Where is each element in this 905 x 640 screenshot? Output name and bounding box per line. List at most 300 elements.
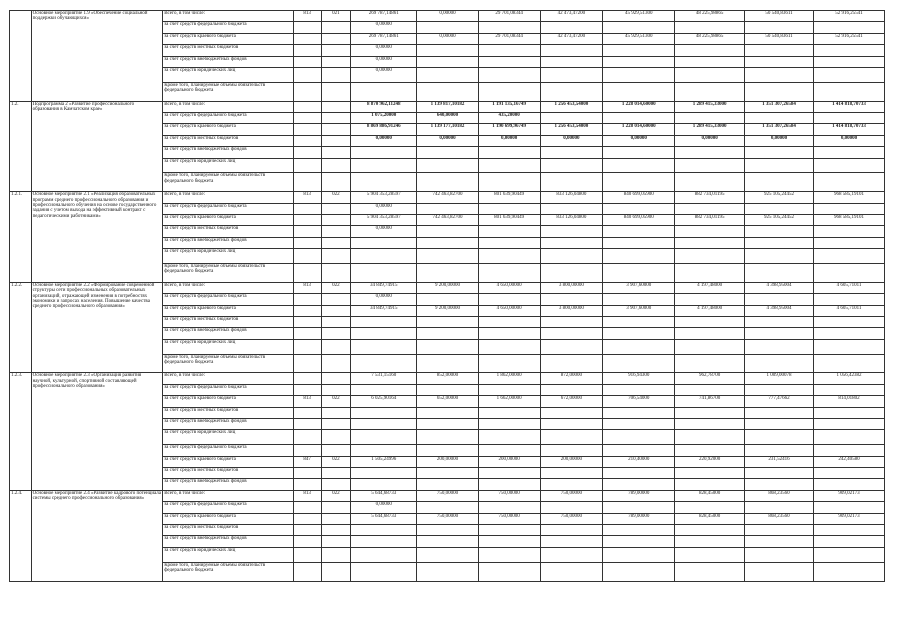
amount-year-3 (540, 536, 603, 547)
amount-year-4: 1 228 014,60000 (603, 101, 675, 112)
program-name: Основное мероприятие 2.4 «Развитие кадрового потенциала системы среднего профессионального образования» (31, 490, 163, 581)
amount-year-6: 1 351 307,26584 (745, 101, 814, 112)
amount-year-5 (675, 158, 745, 173)
amount-year-5 (675, 536, 745, 547)
amount-year-5 (675, 82, 745, 101)
amount-year-7 (813, 173, 884, 192)
amount-year-2: 1 190 699,96749 (478, 124, 540, 135)
grbs-code (293, 562, 321, 581)
amount-year-7 (813, 317, 884, 328)
amount-year-7 (813, 237, 884, 248)
amount-year-6 (745, 226, 814, 237)
section-code (321, 419, 351, 430)
funding-source-label: за счет средств федерального бюджета (163, 294, 294, 305)
amount-year-7 (813, 328, 884, 339)
amount-year-3 (540, 68, 603, 83)
amount-year-7 (813, 56, 884, 67)
amount-year-3 (540, 263, 603, 282)
section-code (321, 317, 351, 328)
grbs-code (293, 513, 321, 524)
amount-year-4: 3 907,60000 (603, 282, 675, 293)
grbs-code (293, 384, 321, 395)
amount-total: 5 644,68733 (351, 490, 417, 501)
amount-year-6 (745, 113, 814, 124)
amount-year-7 (813, 339, 884, 354)
amount-year-2 (478, 419, 540, 430)
amount-year-1 (417, 328, 479, 339)
amount-year-5 (675, 502, 745, 513)
amount-year-2: 801 639,90449 (478, 215, 540, 226)
funding-source-label: за счет средств краевого бюджета (163, 396, 294, 407)
row-number: 1.2. (10, 101, 32, 192)
amount-total (351, 419, 417, 430)
amount-year-1: 742 463,82700 (417, 192, 479, 203)
grbs-code: 847 (293, 456, 321, 467)
amount-year-3: 872,00000 (540, 373, 603, 384)
amount-year-3 (540, 467, 603, 478)
amount-total: 0,00000 (351, 68, 417, 83)
amount-year-7: 4 605,71011 (813, 305, 884, 316)
amount-year-2 (478, 294, 540, 305)
grbs-code (293, 82, 321, 101)
amount-year-4 (603, 384, 675, 395)
table-row (10, 11, 885, 22)
funding-source-label: за счет средств юридических лиц (163, 339, 294, 354)
amount-year-5: 741,86700 (675, 396, 745, 407)
amount-total (351, 547, 417, 562)
funding-source-label: за счет средств федерального бюджета (163, 113, 294, 124)
amount-year-3 (540, 445, 603, 456)
amount-year-1 (417, 263, 479, 282)
amount-year-2 (478, 82, 540, 101)
amount-year-4 (603, 263, 675, 282)
grbs-code (293, 430, 321, 445)
amount-year-1 (417, 173, 479, 192)
funding-source-label: Всего, в том числе: (163, 101, 294, 112)
amount-year-4 (603, 419, 675, 430)
funding-source-label: Кроме того, планируемые объемы обязательств федерального бюджета (163, 354, 294, 373)
amount-year-4 (603, 407, 675, 418)
amount-year-5: 4 197,48000 (675, 282, 745, 293)
grbs-code (293, 419, 321, 430)
amount-year-5 (675, 328, 745, 339)
amount-total (351, 536, 417, 547)
amount-year-6 (745, 158, 814, 173)
amount-year-7 (813, 502, 884, 513)
table-row (10, 192, 885, 203)
amount-year-3 (540, 430, 603, 445)
amount-year-3: 42 473,47200 (540, 33, 603, 44)
amount-year-3 (540, 82, 603, 101)
amount-year-3 (540, 173, 603, 192)
grbs-code (293, 203, 321, 214)
grbs-code (293, 226, 321, 237)
amount-year-3 (540, 158, 603, 173)
amount-year-2 (478, 249, 540, 264)
amount-year-2 (478, 525, 540, 536)
amount-year-3: 833 126,04800 (540, 192, 603, 203)
budget-table (9, 10, 885, 582)
amount-year-3: 3 800,00000 (540, 305, 603, 316)
funding-source-label: за счет средств краевого бюджета (163, 456, 294, 467)
amount-year-7 (813, 263, 884, 282)
amount-year-1 (417, 82, 479, 101)
grbs-code (293, 147, 321, 158)
amount-year-7 (813, 547, 884, 562)
amount-year-2 (478, 547, 540, 562)
amount-year-7: 909,02173 (813, 490, 884, 501)
amount-year-4: 45 929,51300 (603, 33, 675, 44)
amount-year-5: 4 197,48000 (675, 305, 745, 316)
amount-year-4 (603, 249, 675, 264)
amount-year-7 (813, 68, 884, 83)
funding-source-label: за счет средств краевого бюджета (163, 124, 294, 135)
grbs-code (293, 101, 321, 112)
funding-source-label: за счет средств федерального бюджета (163, 502, 294, 513)
amount-year-5 (675, 294, 745, 305)
amount-year-4 (603, 147, 675, 158)
funding-source-label: Всего, в том числе: (163, 282, 294, 293)
amount-total: 0,00000 (351, 22, 417, 33)
amount-year-5: 220,92000 (675, 456, 745, 467)
funding-source-label: Всего, в том числе: (163, 373, 294, 384)
amount-year-1: 200,00000 (417, 456, 479, 467)
amount-year-4 (603, 158, 675, 173)
grbs-code (293, 215, 321, 226)
amount-year-3 (540, 147, 603, 158)
amount-year-1 (417, 45, 479, 56)
funding-source-label: за счет средств внебюджетных фондов (163, 328, 294, 339)
amount-year-5 (675, 173, 745, 192)
amount-year-5 (675, 430, 745, 445)
amount-year-2 (478, 22, 540, 33)
amount-year-7 (813, 525, 884, 536)
amount-year-3 (540, 547, 603, 562)
grbs-code: 813 (293, 396, 321, 407)
funding-source-label: за счет средств местных бюджетов (163, 525, 294, 536)
amount-year-5 (675, 467, 745, 478)
section-code (321, 135, 351, 146)
section-code: 021 (321, 11, 351, 22)
amount-year-4 (603, 173, 675, 192)
amount-year-5: 1 289 415,33000 (675, 124, 745, 135)
amount-year-1 (417, 339, 479, 354)
funding-source-label: за счет средств федерального бюджета (163, 203, 294, 214)
amount-total (351, 339, 417, 354)
amount-year-5: 48 225,98865 (675, 33, 745, 44)
amount-year-6: 925 105,24452 (745, 192, 814, 203)
amount-year-4 (603, 203, 675, 214)
amount-total (351, 445, 417, 456)
row-number: 1.2.4. (10, 490, 32, 581)
amount-year-7: 909,02173 (813, 513, 884, 524)
amount-year-1 (417, 384, 479, 395)
grbs-code (293, 317, 321, 328)
amount-year-4 (603, 445, 675, 456)
amount-year-5: 882 734,01195 (675, 215, 745, 226)
amount-year-4: 210,40000 (603, 456, 675, 467)
amount-year-5 (675, 237, 745, 248)
amount-year-2: 750,00000 (478, 490, 540, 501)
amount-year-5 (675, 354, 745, 373)
amount-year-7 (813, 226, 884, 237)
amount-year-4: 3 907,60000 (603, 305, 675, 316)
amount-total: 0,00000 (351, 226, 417, 237)
section-code (321, 467, 351, 478)
amount-year-2 (478, 467, 540, 478)
grbs-code (293, 467, 321, 478)
section-code (321, 33, 351, 44)
amount-year-6: 868,23560 (745, 513, 814, 524)
section-code (321, 124, 351, 135)
amount-year-6 (745, 147, 814, 158)
amount-year-7 (813, 147, 884, 158)
amount-year-3 (540, 525, 603, 536)
amount-year-5 (675, 113, 745, 124)
amount-year-2 (478, 445, 540, 456)
amount-year-2 (478, 339, 540, 354)
amount-year-5 (675, 203, 745, 214)
amount-year-5: 828,45000 (675, 513, 745, 524)
amount-year-7 (813, 22, 884, 33)
amount-year-1 (417, 419, 479, 430)
amount-year-2 (478, 562, 540, 581)
table-row (10, 282, 885, 293)
amount-year-2 (478, 56, 540, 67)
section-code (321, 215, 351, 226)
amount-year-4 (603, 430, 675, 445)
amount-year-6: 777,47662 (745, 396, 814, 407)
amount-year-4: 840 699,05900 (603, 192, 675, 203)
funding-source-label: за счет средств краевого бюджета (163, 215, 294, 226)
grbs-code (293, 68, 321, 83)
amount-year-6 (745, 536, 814, 547)
amount-year-7 (813, 113, 884, 124)
grbs-code (293, 263, 321, 282)
amount-year-7 (813, 479, 884, 490)
funding-source-label: за счет средств внебюджетных фондов (163, 479, 294, 490)
amount-year-1 (417, 502, 479, 513)
amount-year-6 (745, 419, 814, 430)
amount-year-2: 1 862,00000 (478, 373, 540, 384)
amount-year-7 (813, 203, 884, 214)
amount-year-6 (745, 237, 814, 248)
amount-year-5 (675, 525, 745, 536)
amount-year-2 (478, 173, 540, 192)
program-name: Основное мероприятие 2.2 «Формирование современной структуры сети профессиональных образовательных организаций, отражающей изменения в потребностях экономики и запросах населения. Повышение качества среднего профессионального образования» (31, 282, 163, 373)
amount-total: 269 787,14861 (351, 11, 417, 22)
amount-year-5 (675, 407, 745, 418)
amount-year-6 (745, 22, 814, 33)
amount-year-6: 50 540,83611 (745, 11, 814, 22)
amount-total (351, 249, 417, 264)
amount-year-2: 801 639,90449 (478, 192, 540, 203)
amount-year-3 (540, 339, 603, 354)
grbs-code (293, 249, 321, 264)
amount-year-2 (478, 226, 540, 237)
grbs-code (293, 305, 321, 316)
funding-source-label: за счет средств федерального бюджета (163, 384, 294, 395)
section-code (321, 158, 351, 173)
amount-year-6: 4 398,95004 (745, 282, 814, 293)
amount-year-1 (417, 249, 479, 264)
amount-total (351, 525, 417, 536)
amount-year-6 (745, 467, 814, 478)
amount-year-5 (675, 445, 745, 456)
section-code (321, 479, 351, 490)
amount-year-3 (540, 479, 603, 490)
amount-year-5 (675, 263, 745, 282)
amount-total: 1 505,24996 (351, 456, 417, 467)
amount-year-7: 52 916,25541 (813, 33, 884, 44)
amount-total: 34 849,74915 (351, 282, 417, 293)
funding-source-label: за счет средств юридических лиц (163, 249, 294, 264)
amount-year-5 (675, 562, 745, 581)
amount-year-7 (813, 384, 884, 395)
amount-year-4 (603, 237, 675, 248)
grbs-code (293, 294, 321, 305)
amount-year-7 (813, 294, 884, 305)
amount-year-5: 1 289 415,33000 (675, 101, 745, 112)
grbs-code: 813 (293, 11, 321, 22)
funding-source-label: Кроме того, планируемые объемы обязательств федерального бюджета (163, 263, 294, 282)
amount-year-6 (745, 547, 814, 562)
amount-year-6: 231,52416 (745, 456, 814, 467)
funding-source-label: за счет средств местных бюджетов (163, 407, 294, 418)
amount-year-3 (540, 562, 603, 581)
amount-year-1 (417, 430, 479, 445)
amount-year-2 (478, 45, 540, 56)
amount-year-4 (603, 339, 675, 354)
section-code (321, 536, 351, 547)
amount-year-6 (745, 82, 814, 101)
section-code: 022 (321, 490, 351, 501)
amount-year-3 (540, 419, 603, 430)
amount-year-3: 3 800,00000 (540, 282, 603, 293)
table-row (10, 373, 885, 384)
amount-year-3 (540, 384, 603, 395)
amount-year-1 (417, 22, 479, 33)
amount-year-3: 1 256 453,54000 (540, 101, 603, 112)
amount-total: 7 531,15160 (351, 373, 417, 384)
amount-year-1: 852,00000 (417, 373, 479, 384)
amount-year-6 (745, 430, 814, 445)
amount-year-7: 242,40580 (813, 456, 884, 467)
amount-year-5 (675, 45, 745, 56)
grbs-code (293, 373, 321, 384)
funding-source-label: Кроме того, планируемые объемы обязательств федерального бюджета (163, 82, 294, 101)
section-code (321, 45, 351, 56)
funding-source-label: за счет средств краевого бюджета (163, 305, 294, 316)
amount-year-5 (675, 419, 745, 430)
amount-year-6 (745, 263, 814, 282)
amount-total: 0,00000 (351, 502, 417, 513)
amount-year-1: 742 463,82700 (417, 215, 479, 226)
amount-year-3 (540, 226, 603, 237)
amount-year-6 (745, 328, 814, 339)
funding-source-label: за счет средств внебюджетных фондов (163, 419, 294, 430)
amount-total (351, 237, 417, 248)
section-code (321, 101, 351, 112)
funding-source-label: за счет средств местных бюджетов (163, 45, 294, 56)
funding-source-label: Кроме того, планируемые объемы обязательств федерального бюджета (163, 562, 294, 581)
amount-year-6 (745, 249, 814, 264)
section-code (321, 354, 351, 373)
amount-year-2 (478, 536, 540, 547)
grbs-code (293, 536, 321, 547)
amount-year-7: 0,00000 (813, 135, 884, 146)
amount-year-4 (603, 45, 675, 56)
amount-year-7 (813, 82, 884, 101)
amount-year-7: 1 056,42382 (813, 373, 884, 384)
amount-year-3 (540, 294, 603, 305)
amount-total (351, 173, 417, 192)
grbs-code (293, 173, 321, 192)
amount-total (351, 467, 417, 478)
funding-source-label: за счет средств местных бюджетов (163, 226, 294, 237)
amount-year-1 (417, 354, 479, 373)
section-code (321, 249, 351, 264)
section-code (321, 226, 351, 237)
amount-year-2 (478, 317, 540, 328)
amount-year-4: 840 699,05900 (603, 215, 675, 226)
grbs-code (293, 407, 321, 418)
amount-year-1 (417, 536, 479, 547)
amount-year-4 (603, 547, 675, 562)
amount-year-7: 814,01802 (813, 396, 884, 407)
amount-year-2 (478, 68, 540, 83)
amount-year-3 (540, 317, 603, 328)
section-code (321, 56, 351, 67)
section-code: 022 (321, 282, 351, 293)
amount-year-6 (745, 525, 814, 536)
amount-year-6 (745, 45, 814, 56)
funding-source-label: за счет средств краевого бюджета (163, 33, 294, 44)
amount-year-2: 1 191 135,16749 (478, 101, 540, 112)
amount-year-2: 1 662,00000 (478, 396, 540, 407)
row-number (10, 11, 32, 102)
amount-year-7 (813, 249, 884, 264)
amount-year-6 (745, 562, 814, 581)
section-code (321, 502, 351, 513)
amount-year-7 (813, 562, 884, 581)
amount-year-2 (478, 384, 540, 395)
amount-year-7: 4 605,71011 (813, 282, 884, 293)
row-number: 1.2.1. (10, 192, 32, 283)
amount-total: 8 869 886,91246 (351, 124, 417, 135)
section-code (321, 562, 351, 581)
amount-year-1: 1 139 177,10182 (417, 124, 479, 135)
section-code (321, 547, 351, 562)
section-code (321, 384, 351, 395)
amount-year-2 (478, 354, 540, 373)
amount-year-6 (745, 407, 814, 418)
amount-year-2: 200,00000 (478, 456, 540, 467)
grbs-code (293, 45, 321, 56)
amount-year-5 (675, 249, 745, 264)
amount-year-3: 833 126,04800 (540, 215, 603, 226)
amount-total: 5 644,68733 (351, 513, 417, 524)
amount-year-4 (603, 479, 675, 490)
grbs-code: 813 (293, 192, 321, 203)
funding-source-label: за счет средств федерального бюджета (163, 22, 294, 33)
amount-year-3 (540, 113, 603, 124)
amount-year-4 (603, 467, 675, 478)
amount-year-7: 52 916,25541 (813, 11, 884, 22)
grbs-code (293, 113, 321, 124)
amount-year-6: 925 105,24452 (745, 215, 814, 226)
amount-year-1 (417, 294, 479, 305)
